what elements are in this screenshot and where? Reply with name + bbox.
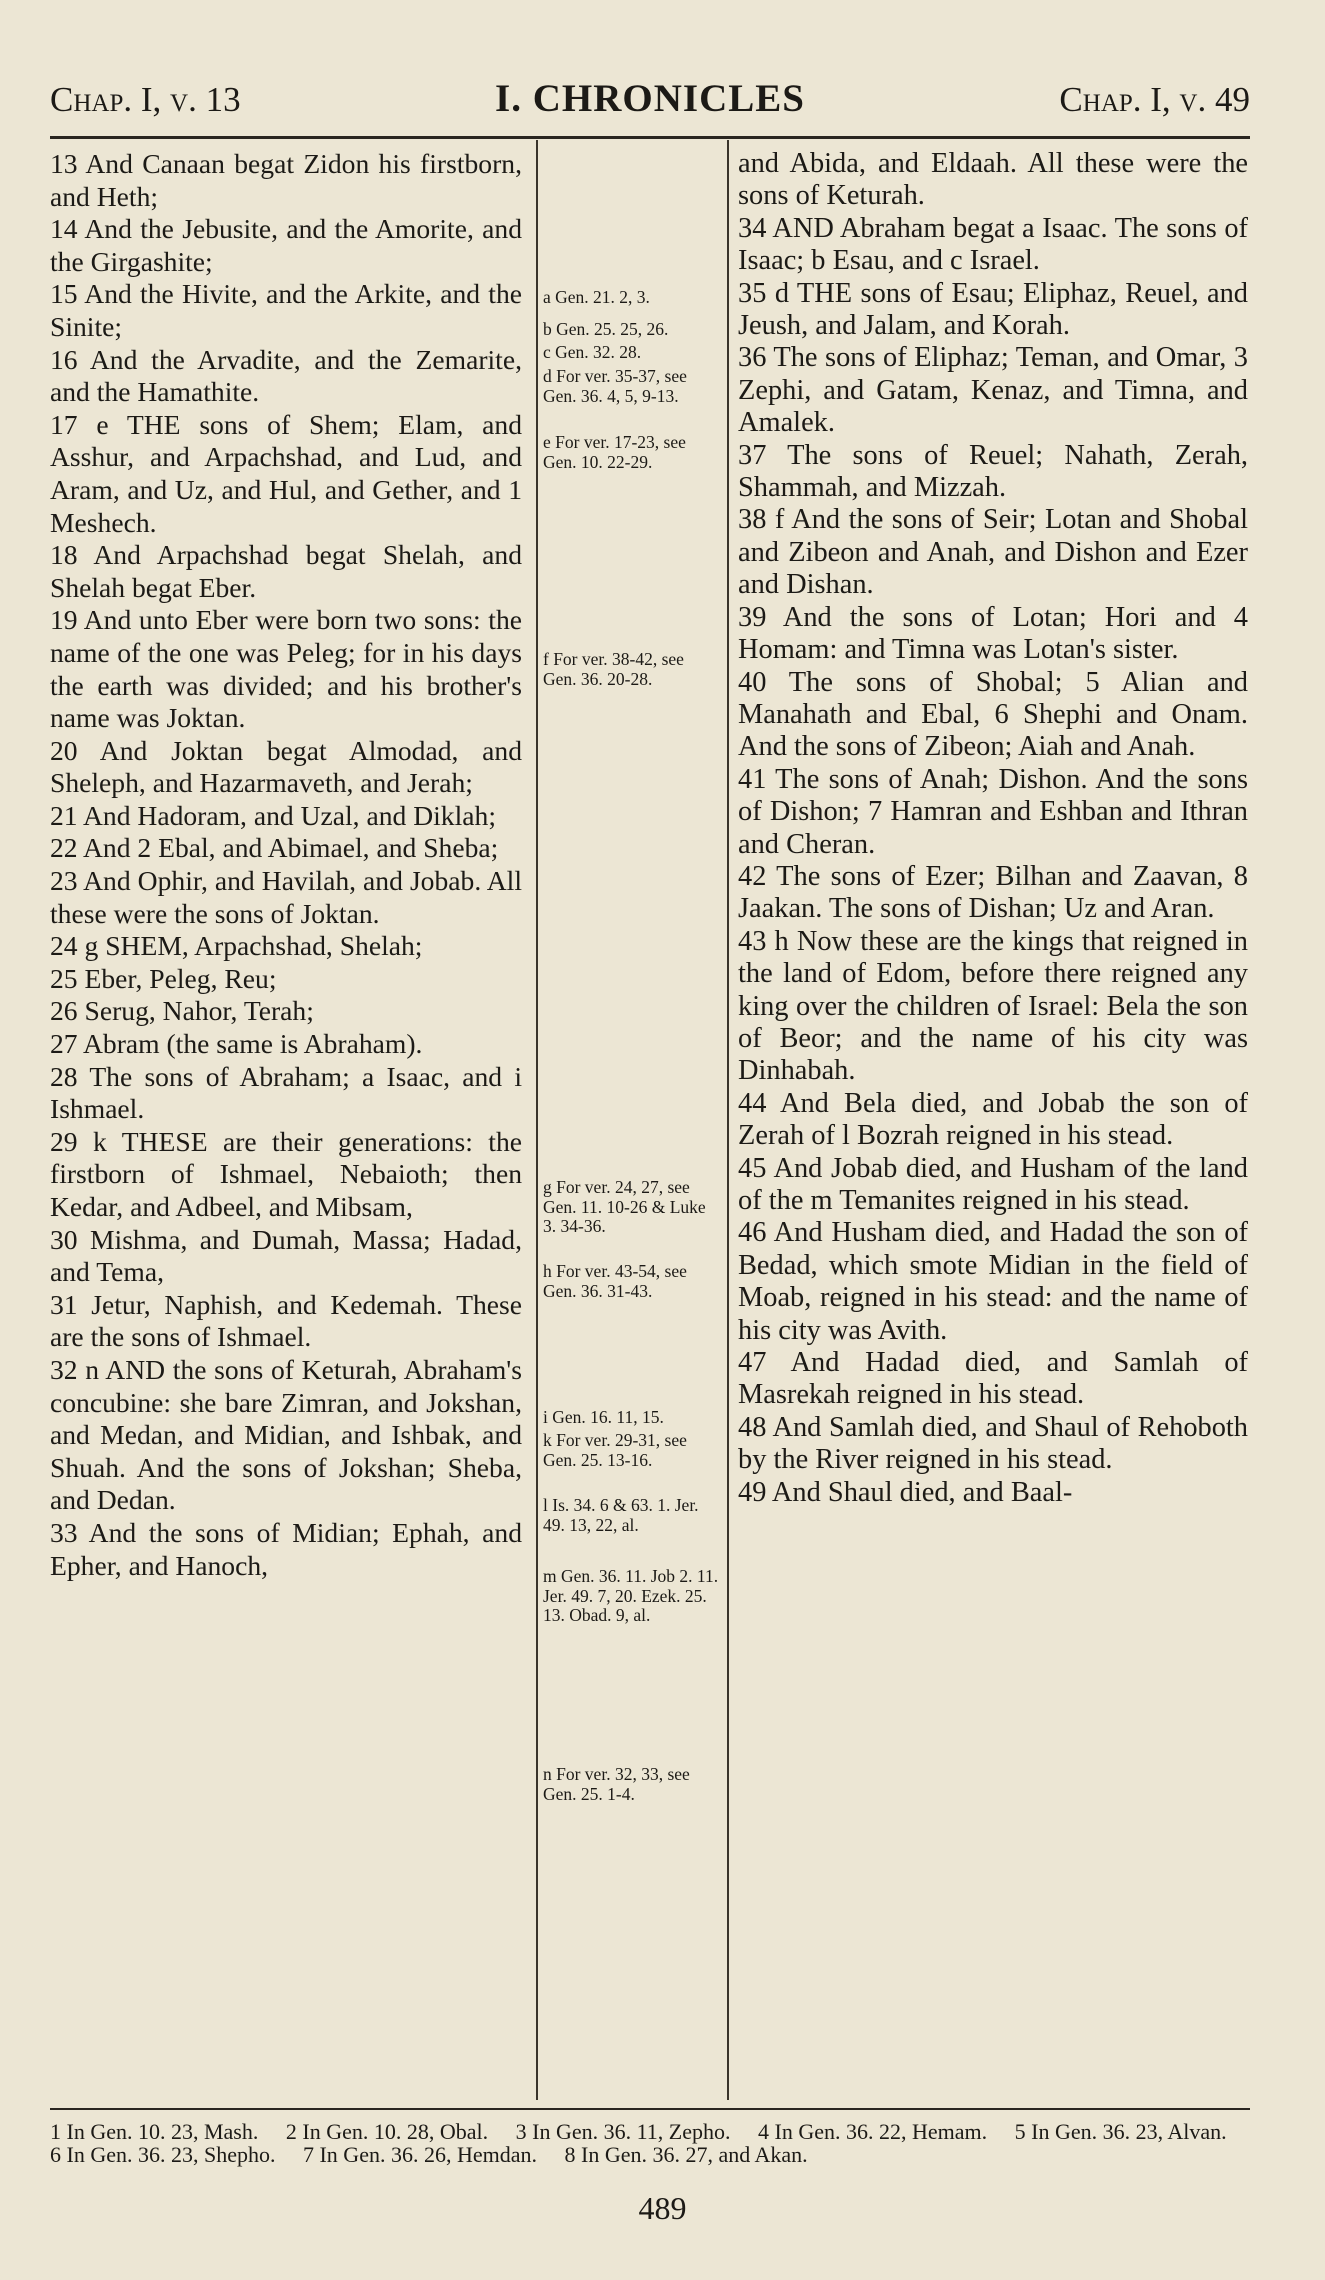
cross-ref: a Gen. 21. 2, 3. xyxy=(543,287,650,307)
cross-ref: e For ver. 17-23, see Gen. 10. 22-29. xyxy=(543,432,686,472)
verse: 14 And the Jebusite, and the Amorite, and the Girgashite; xyxy=(50,213,522,277)
left-text-column xyxy=(50,148,522,1582)
cross-ref: m Gen. 36. 11. Job 2. 11. Jer. 49. 7, 20. Ezek. 25. 13. Obad. 9, al. xyxy=(543,1566,719,1625)
verse: 30 Mishma, and Dumah, Massa; Hadad, and Tema, xyxy=(50,1223,522,1288)
cross-ref: i Gen. 16. 11, 15. xyxy=(543,1407,664,1427)
column-divider-right xyxy=(727,140,729,2100)
verse: and Abida, and Eldaah. All these were the sons of Keturah. xyxy=(738,148,1248,212)
verse: 25 Eber, Peleg, Reu; xyxy=(50,962,277,994)
header-right: Chap. I, v. 49 xyxy=(1059,80,1250,119)
verse: 40 The sons of Shobal; 5 Alian and Manahath and Ebal, 6 Shephi and Onam. And the sons of Zibeon; Aiah and Anah. xyxy=(738,666,1248,763)
verse: 32 n AND the sons of Keturah, Abraham's concubine: she bare Zimran, and Jokshan, and Medan, and Midian, and Ishbak, and Shuah. And the sons of Jokshan; Sheba, and Dedan. xyxy=(50,1353,522,1516)
verse: 49 And Shaul died, and Baal- xyxy=(738,1476,1073,1508)
cross-ref: d For ver. 35-37, see Gen. 36. 4, 5, 9-13. xyxy=(543,366,687,406)
footnote: 7 In Gen. 36. 26, Hemdan. xyxy=(302,2142,537,2167)
cross-ref: l Is. 34. 6 & 63. 1. Jer. 49. 13, 22, al. xyxy=(543,1495,699,1535)
verse: 18 And Arpachshad begat Shelah, and Shelah begat Eber. xyxy=(50,539,522,603)
verse: 47 And Hadad died, and Samlah of Masrekah reigned in his stead. xyxy=(738,1347,1248,1411)
verse: 26 Serug, Nahor, Terah; xyxy=(50,995,314,1027)
book-title: I. CHRONICLES xyxy=(495,77,805,120)
column-divider-left xyxy=(536,140,538,2100)
verse: 37 The sons of Reuel; Nahath, Zerah, Shammah, and Mizzah. xyxy=(738,439,1248,504)
running-header xyxy=(50,72,1250,132)
header-rule xyxy=(50,136,1250,139)
verse: 43 h Now these are the kings that reigned in the land of Edom, before there reigned any king over the children of Israel: Bela the son of Beor; and the name of his city was Dinhabah. xyxy=(738,925,1248,1087)
verse: 17 e THE sons of Shem; Elam, and Asshur, and Arpachshad, and Lud, and Aram, and Uz, and Hul, and Gether, and 1 Meshech. xyxy=(50,408,522,538)
verse: 42 The sons of Ezer; Bilhan and Zaavan, 8 Jaakan. The sons of Dishan; Uz and Aran. xyxy=(738,860,1248,925)
verse: 35 d THE sons of Esau; Eliphaz, Reuel, and Jeush, and Jalam, and Korah. xyxy=(738,277,1248,342)
header-left: Chap. I, v. 13 xyxy=(50,80,241,119)
verse: 38 f And the sons of Seir; Lotan and Shobal and Zibeon and Anah, and Dishon and Ezer and Dishan. xyxy=(738,504,1248,601)
verse: 15 And the Hivite, and the Arkite, and the Sinite; xyxy=(50,278,522,342)
cross-ref: g For ver. 24, 27, see Gen. 11. 10-26 & Luke 3. 34-36. xyxy=(543,1177,706,1236)
cross-ref: n For ver. 32, 33, see Gen. 25. 1-4. xyxy=(543,1764,690,1804)
page-number: 489 xyxy=(638,2190,687,2226)
cross-ref: h For ver. 43-54, see Gen. 36. 31-43. xyxy=(543,1261,687,1301)
verse: 16 And the Arvadite, and the Zemarite, and the Hamathite. xyxy=(50,343,522,408)
verse: 23 And Ophir, and Havilah, and Jobab. All these were the sons of Joktan. xyxy=(50,865,522,929)
verse: 22 And 2 Ebal, and Abimael, and Sheba; xyxy=(50,832,499,864)
footnote: 2 In Gen. 10. 28, Obal. xyxy=(285,2119,489,2144)
cross-ref: k For ver. 29-31, see Gen. 25. 13-16. xyxy=(543,1430,687,1470)
cross-ref: b Gen. 25. 25, 26. xyxy=(543,319,669,339)
verse: 29 k THESE are their generations: the firstborn of Ishmael, Nebaioth; then Kedar, and Adbeel, and Mibsam, xyxy=(50,1125,522,1222)
footnote: 1 In Gen. 10. 23, Mash. xyxy=(50,2119,259,2144)
verse: 13 And Canaan begat Zidon his firstborn, and Heth; xyxy=(50,148,522,212)
footnote: 4 In Gen. 36. 22, Hemam. xyxy=(758,2119,988,2144)
verse: 20 And Joktan begat Almodad, and Sheleph, and Hazarmaveth, and Jerah; xyxy=(50,734,522,799)
verse: 41 The sons of Anah; Dishon. And the sons of Dishon; 7 Hamran and Eshban and Ithran and Cheran. xyxy=(738,763,1248,860)
verse: 44 And Bela died, and Jobab the son of Zerah of l Bozrah reigned in his stead. xyxy=(738,1087,1248,1152)
verse: 31 Jetur, Naphish, and Kedemah. These are the sons of Ishmael. xyxy=(50,1288,522,1353)
verse: 36 The sons of Eliphaz; Teman, and Omar, 3 Zephi, and Gatam, Kenaz, and Timna, and Amalek. xyxy=(738,342,1248,439)
verse: 27 Abram (the same is Abraham). xyxy=(50,1028,423,1060)
footnote: 3 In Gen. 36. 11, Zepho. xyxy=(515,2119,731,2144)
cross-ref: f For ver. 38-42, see Gen. 36. 20-28. xyxy=(543,649,684,689)
verse: 39 And the sons of Lotan; Hori and 4 Homam: and Timna was Lotan's sister. xyxy=(738,601,1248,666)
cross-ref: c Gen. 32. 28. xyxy=(543,342,642,362)
footnote: 5 In Gen. 36. 23, Alvan. xyxy=(1014,2119,1227,2144)
footnotes xyxy=(50,2120,1255,2166)
verse: 28 The sons of Abraham; a Isaac, and i Ishmael. xyxy=(50,1060,522,1125)
verse: 33 And the sons of Midian; Ephah, and Epher, and Hanoch, xyxy=(50,1516,522,1581)
verse: 45 And Jobab died, and Husham of the land of the m Temanites reigned in his stead. xyxy=(738,1152,1248,1216)
verse: 24 g SHEM, Arpachshad, Shelah; xyxy=(50,930,423,962)
verse: 46 And Husham died, and Hadad the son of Bedad, which smote Midian in the field of Moab, reigned in his stead: and the name of his city was Avith. xyxy=(738,1217,1248,1346)
footnote: 6 In Gen. 36. 23, Shepho. xyxy=(50,2142,276,2167)
verse: 21 And Hadoram, and Uzal, and Diklah; xyxy=(50,799,496,831)
verse: 19 And unto Eber were born two sons: the name of the one was Peleg; for in his days the earth was divided; and his brother's name was Joktan. xyxy=(50,604,522,734)
verse: 48 And Samlah died, and Shaul of Rehoboth by the River reigned in his stead. xyxy=(738,1411,1248,1476)
footnote: 8 In Gen. 36. 27, and Akan. xyxy=(564,2142,808,2167)
verse: 34 AND Abraham begat a Isaac. The sons of Isaac; b Esau, and c Israel. xyxy=(738,212,1248,277)
right-text-column xyxy=(738,148,1248,1509)
footnote-rule xyxy=(50,2108,1250,2110)
